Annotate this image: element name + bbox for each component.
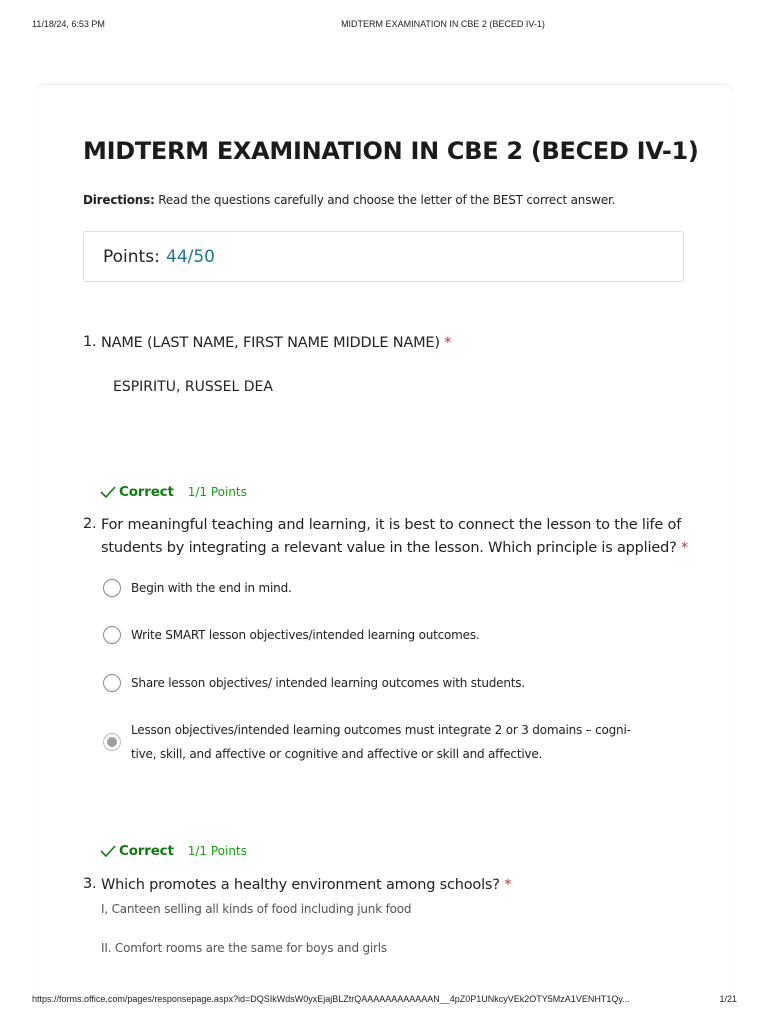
radio-button[interactable] xyxy=(103,579,121,597)
option-label-line-2: tive, skill, and affective or cognitive and affective or skill and affective. xyxy=(131,747,543,761)
required-mark: * xyxy=(444,335,452,351)
print-document-title: MIDTERM EXAMINATION IN CBE 2 (BECED IV-1) xyxy=(341,19,545,29)
question-1-answer: ESPIRITU, RUSSEL DEA xyxy=(113,379,273,395)
print-page-number: 1/21 xyxy=(719,994,737,1004)
points-earned: 1/1 Points xyxy=(187,484,247,499)
question-2-number: 2. xyxy=(83,516,97,532)
question-3-label: Which promotes a healthy environment among schools? xyxy=(101,877,500,893)
question-2-text xyxy=(101,514,701,560)
check-icon xyxy=(99,844,117,858)
option-begin-with-end[interactable] xyxy=(103,576,663,600)
question-1-label: NAME (LAST NAME, FIRST NAME MIDDLE NAME) xyxy=(101,335,440,351)
correct-label: Correct xyxy=(119,483,174,500)
question-2-line-2-wrap xyxy=(101,537,701,560)
radio-button-selected[interactable] xyxy=(103,733,121,751)
question-3-feedback xyxy=(99,840,247,858)
required-mark: * xyxy=(504,877,512,893)
required-mark: * xyxy=(681,540,689,556)
question-2-line-1: For meaningful teaching and learning, it is best to connect the lesson to the life of xyxy=(101,517,682,533)
form-title: MIDTERM EXAMINATION IN CBE 2 (BECED IV-1) xyxy=(83,137,699,165)
points-label: Points: xyxy=(103,247,160,267)
statement-i: I, Canteen selling all kinds of food including junk food xyxy=(101,902,412,916)
question-1-text xyxy=(101,332,451,355)
question-1-number: 1. xyxy=(83,334,97,350)
points-earned: 1/1 Points xyxy=(187,843,247,858)
question-2-feedback xyxy=(99,481,247,499)
radio-button[interactable] xyxy=(103,626,121,644)
option-label: Share lesson objectives/ intended learning outcomes with students. xyxy=(131,676,525,690)
directions-text: Read the questions carefully and choose the letter of the BEST correct answer. xyxy=(154,193,616,207)
option-label: Begin with the end in mind. xyxy=(131,581,292,595)
print-datetime: 11/18/24, 6:53 PM xyxy=(32,19,105,29)
option-smart-objectives[interactable] xyxy=(103,623,663,647)
points-summary xyxy=(83,231,684,282)
correct-label: Correct xyxy=(119,842,174,859)
print-url: https://forms.office.com/pages/responsepage.aspx?id=DQSIkWdsW0yxEjajBLZtrQAAAAAAAAAAAAN__4pZ0P1UNkcyVEk2OTY5MzA1VENHT1Qy... xyxy=(32,994,630,1004)
question-3-text xyxy=(101,874,511,897)
directions-label: Directions: xyxy=(83,193,155,207)
radio-button[interactable] xyxy=(103,674,121,692)
question-3-number: 3. xyxy=(83,876,97,892)
option-integrate-domains[interactable] xyxy=(103,718,663,768)
option-label-line-1: Lesson objectives/intended learning outcomes must integrate 2 or 3 domains – cogni- xyxy=(131,723,631,737)
directions xyxy=(83,193,615,207)
points-value: 44/50 xyxy=(166,247,215,267)
option-share-objectives[interactable] xyxy=(103,671,663,695)
question-2-line-2: students by integrating a relevant value in the lesson. Which principle is applied? xyxy=(101,540,677,556)
option-label: Write SMART lesson objectives/intended learning outcomes. xyxy=(131,628,480,642)
option-label xyxy=(131,718,631,766)
check-icon xyxy=(99,485,117,499)
statement-ii: II. Comfort rooms are the same for boys and girls xyxy=(101,941,387,955)
